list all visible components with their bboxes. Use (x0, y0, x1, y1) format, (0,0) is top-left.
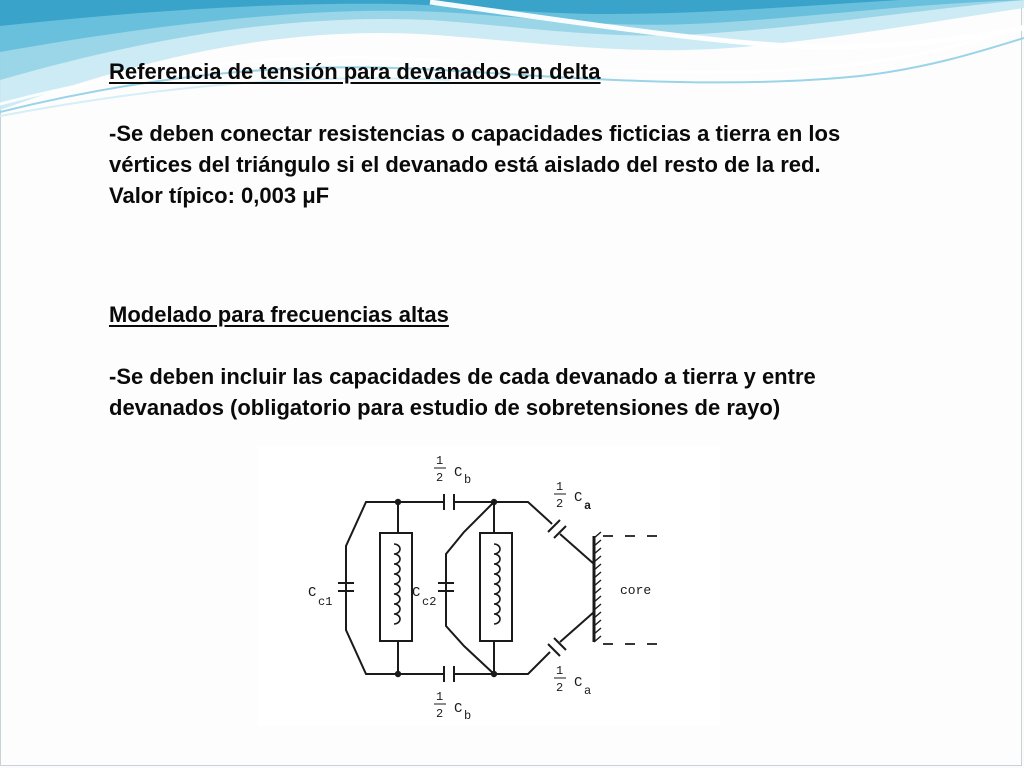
cb-bottom-label: C (454, 701, 463, 717)
cb-bottom-sub: b (464, 709, 472, 723)
middle-winding-loop (446, 502, 550, 674)
ca-bottom-half-den: 2 (556, 681, 564, 695)
cb-capacitor-top (444, 494, 454, 510)
section-2-line-2: devanados (obligatorio para estudio de sobretensiones de rayo) (109, 395, 781, 420)
cb-bottom-half-den: 2 (436, 707, 444, 721)
section-1-line-2: vértices del triángulo si el devanado está aislado del resto de la red. (109, 152, 821, 177)
ca-capacitor-bottom (548, 612, 594, 656)
ca-top-half-num: 1 (556, 480, 564, 494)
cc1-sub: c1 (318, 595, 333, 609)
circuit-diagram (258, 446, 720, 726)
ca-bottom-half-num: 1 (556, 664, 564, 678)
cb-top-half-den: 2 (436, 471, 444, 485)
cb-top-half-num: 1 (436, 454, 444, 468)
section-1 (109, 56, 989, 211)
spacer (109, 87, 989, 118)
middle-coil (480, 533, 512, 641)
section-1-line-3: Valor típico: 0,003 μF (109, 183, 330, 208)
cc1-label: C (308, 585, 317, 601)
cb-top-sub: b (464, 473, 472, 487)
spacer (109, 330, 989, 361)
cb-top-label: C (454, 465, 463, 481)
section-2 (109, 299, 989, 423)
ca-bottom-label: C (574, 675, 583, 691)
cb-capacitor-bottom (444, 666, 454, 682)
section-1-line-1: -Se deben conectar resistencias o capacidades ficticias a tierra en los (109, 121, 841, 146)
ca-top-label: C (574, 490, 583, 506)
cb-bottom-half-num: 1 (436, 690, 444, 704)
section-1-heading: Referencia de tensión para devanados en delta (109, 59, 601, 84)
cc2-sub: c2 (422, 595, 437, 609)
ca-top-half-den: 2 (556, 497, 564, 511)
ca-bottom-sub: a (584, 684, 592, 698)
ca-capacitor-top (548, 520, 594, 564)
circuit-diagram-svg (258, 446, 720, 726)
section-2-heading: Modelado para frecuencias altas (109, 302, 449, 327)
cc2-label: C (412, 585, 421, 601)
section-2-line-1: -Se deben incluir las capacidades de cada devanado a tierra y entre (109, 364, 816, 389)
core-label: core (620, 583, 652, 598)
left-coil (380, 533, 412, 641)
ca-top-sub: a (584, 499, 592, 513)
